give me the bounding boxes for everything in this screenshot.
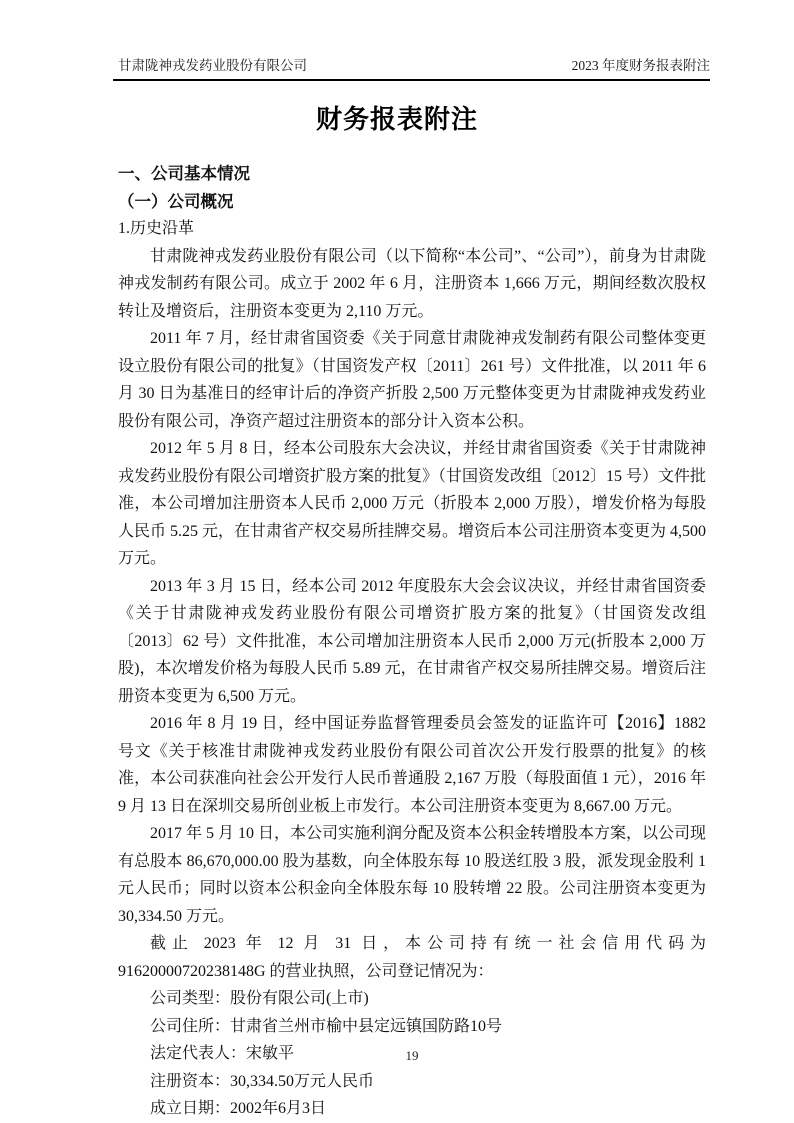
registration-item-company-type: 公司类型：股份有限公司(上市) [150,990,369,1007]
header-divider-rule [113,79,710,81]
paragraph-2012-capital-increase: 2012 年 5 月 8 日，经本公司股东大会决议，并经甘肃省国资委《关于甘肃陇神戎发药业股份有限公司增资扩股方案的批复》（甘国资发改组〔2012〕15 号）文件批准，本公司增加注册资本人民币 2,000 万元（折股本 2,000 万股），增发价格为每股人民币 5.25 元，在甘肃省产权交易所挂牌交易。增资后本公司注册资本变更为 4,500 万元。 [118,440,707,567]
registration-item-legal-representative: 法定代表人：宋敏平 [150,1045,295,1062]
paragraph-company-origin: 甘肃陇神戎发药业股份有限公司（以下简称“本公司”、“公司”），前身为甘肃陇神戎发制药有限公司。成立于 2002 年 6 月，注册资本 1,666 万元，期间经数次股权转让及增资后，注册资本变更为 2,110 万元。 [118,247,706,320]
page-header [113,57,710,75]
document-title: 财务报表附注 [315,105,478,134]
subsubsection-heading-history: 1.历史沿革 [118,220,195,237]
registration-item-founding-date: 成立日期：2002年6月3日 [150,1100,327,1117]
paragraph-2011-restructuring: 2011 年 7 月，经甘肃省国资委《关于同意甘肃陇神戎发制药有限公司整体变更设立股份有限公司的批复》（甘国资发产权〔2011〕261 号）文件批准，以 2011 年 6 月 30 日为基准日的经审计后的净资产折股 2,500 万元整体变更为甘肃陇神戎发药业股份有限公司，净资产超过注册资本的部分计入资本公积。 [118,330,706,430]
paragraph-2013-capital-increase: 2013 年 3 月 15 日，经本公司 2012 年度股东大会会议决议，并经甘肃省国资委《关于甘肃陇神戎发药业股份有限公司增资扩股方案的批复》（甘国资发改组〔2013〕62 号）文件批准，本公司增加注册资本人民币 2,000 万元(折股本 2,000 万股)，本次增发价格为每股人民币 5.89 元，在甘肃省产权交易所挂牌交易。增资后注册资本变更为 6,500 万元。 [118,577,706,705]
document-body [118,160,706,1123]
section-heading-company-basic-info: 一、公司基本情况 [118,164,250,183]
header-report-label: 2023 年度财务报表附注 [571,58,710,73]
paragraph-2016-ipo: 2016 年 8 月 19 日，经中国证券监督管理委员会签发的证监许可【2016】1882 号文《关于核准甘肃陇神戎发药业股份有限公司首次公开发行股票的批复》的核准，本公司获准向社会公开发行人民币普通股 2,167 万股（每股面值 1 元），2016 年 9 月 13 日在深圳交易所创业板上市发行。本公司注册资本变更为 8,667.00 万元。 [118,715,706,815]
paragraph-2017-dividend: 2017 年 5 月 10 日，本公司实施利润分配及资本公积金转增股本方案，以公司现有总股本 86,670,000.00 股为基数，向全体股东每 10 股送红股 3 股，派发现金股利 1 元人民币；同时以资本公积金向全体股东每 10 股转增 22 股。公司注册资本变更为 30,334.50 万元。 [118,825,707,925]
subsection-heading-company-overview: （一）公司概况 [118,191,234,211]
page-number: 19 [405,1048,419,1063]
header-company-name: 甘肃陇神戎发药业股份有限公司 [118,58,307,73]
paragraph-2023-license: 截止 2023 年 12 月 31 日，本公司持有统一社会信用代码为 91620000720238148G 的营业执照，公司登记情况为： [118,935,706,980]
registration-item-registered-capital: 注册资本：30,334.50万元人民币 [150,1072,375,1090]
registration-item-address: 公司住所：甘肃省兰州市榆中县定远镇国防路10号 [150,1017,503,1035]
